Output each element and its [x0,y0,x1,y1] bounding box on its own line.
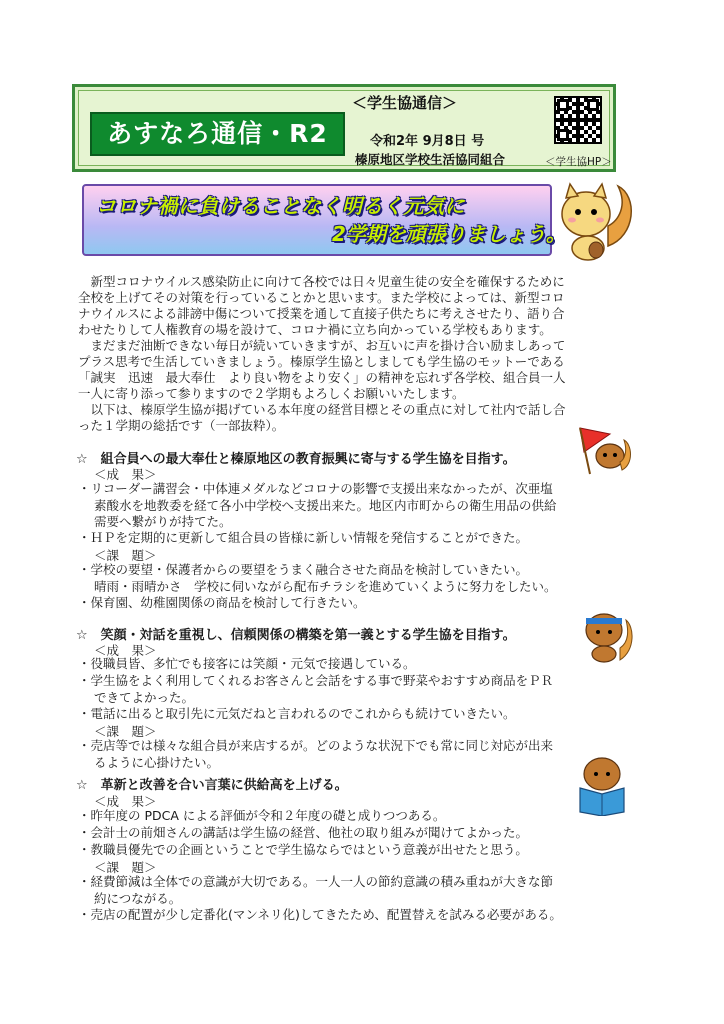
section-2-results-label: ＜成 果＞ [94,643,157,658]
section-2-result-2 [78,673,553,706]
qr-caption: ＜学生協HP＞ [545,156,612,168]
section-3-result-2 [78,825,528,842]
section-1-issue-1 [78,562,557,595]
section-1-heading: ☆ 組合員への最大奉仕と榛原地区の教育振興に寄与する学生協を目指す。 [76,452,516,467]
intro-paragraph [78,274,638,434]
banner-line-2: 2学期を頑張りましょう。 [332,222,566,246]
item-line: ・経費節減は全体での意識が大切である。一人一人の節約意識の積み重ねが大きな節 [78,874,554,889]
item-line: ・学生協をよく利用してくれるお客さんと会話をする事で野菜やおすすめ商品をＰＲ [78,673,554,688]
issue-date: 令和2年 9月8日 号 [370,134,485,149]
item-line: ・電話に出ると取引先に元気だねと言われるのでこれからも続けていきたい。 [78,706,516,721]
item-line: 素酸水を地教委を経て各小中学校へ支援出来た。地区内市町からの衛生用品の供給 [94,497,557,513]
item-line: ・売店の配置が少し定番化(マンネリ化)してきたため、配置替えを試みる必要がある。 [78,907,562,922]
item-line: ・役職員皆、多忙でも接客には笑顔・元気で接遇している。 [78,656,416,671]
section-3-heading: ☆ 革新と改善を合い言葉に供給高を上げる。 [76,778,348,793]
item-line: ・学校の要望・保護者からの要望をうまく融合させた商品を検討していきたい。 [78,562,529,577]
section-1-issues-label: ＜課 題＞ [94,548,157,563]
intro-line: った１学期の総括です（一部抜粋）。 [78,418,285,433]
flag-squirrel-icon [574,424,634,480]
section-3-results-label: ＜成 果＞ [94,794,157,809]
item-line: ・昨年度の PDCA による評価が令和２年度の礎と成りつつある。 [78,808,446,823]
newsletter-subtitle: ＜学生協通信＞ [352,94,458,112]
section-1-issue-2 [78,595,366,612]
section-1-results-label: ＜成 果＞ [94,467,157,482]
qr-code-icon[interactable] [554,96,602,144]
section-3-result-3 [78,842,528,859]
section-3-issue-1 [78,874,553,907]
intro-line: 一人に寄り添って参りますので２学期もよろしくお願いいたします。 [78,386,465,401]
intro-line: まだまだ油断できない毎日が続いていきますが、お互いに声を掛け合い励ましあって [78,338,566,353]
headband-squirrel-icon [578,600,636,664]
intro-line: 全校を上げてその対策を行っていることかと思います。また学校によっては、新型コロ [78,290,565,305]
item-line: ・会計士の前畑さんの講話は学生協の経営、他社の取り組みが聞けてよかった。 [78,825,529,840]
intro-line: わせたりして人権教育の場を設けて、コロナ禍に立ち向かっている学校もあります。 [78,322,552,337]
section-1-result-2 [78,530,528,547]
intro-line: プラス思考で生活していきましょう。榛原学生協としましても学生協のモットーである [78,354,565,369]
section-3-issue-2 [78,907,562,924]
intro-line: 「誠実 迅速 最大奉仕 より良い物をより安く」の精神を忘れず各学校、組合員一人 [78,370,566,385]
section-3-issues-label: ＜課 題＞ [94,860,157,875]
item-line: ・リコーダー講習会・中体連メダルなどコロナの影響で支援出来なかったが、次亜塩 [78,481,553,496]
section-2-result-1 [78,656,416,673]
section-2-heading: ☆ 笑顔・対話を重視し、信頼関係の構築を第一義とする学生協を目指す。 [76,628,516,643]
item-line: るように心掛けたい。 [94,754,220,770]
squirrel-mascot-icon [548,176,638,266]
item-line: ・売店等では様々な組合員が来店するが。どのような状況下でも常に同じ対応が出来 [78,738,554,753]
section-3-result-1 [78,808,445,825]
intro-line: ナウイルスによる誹謗中傷について授業を通して直接子供たちに考えさせたり、語り合 [78,306,565,321]
section-2-issue-1 [78,738,553,771]
item-line: 晴雨・雨晴かさ 学校に伺いながら配布チラシを進めていくように努力をしたい。 [94,578,557,594]
organization-name: 榛原地区学校生活協同組合 [355,152,506,167]
item-line: ・保育園、幼稚園関係の商品を検討して行きたい。 [78,595,366,610]
reading-squirrel-icon [572,752,636,816]
item-line: 約につながる。 [94,890,182,906]
section-2-result-3 [78,706,516,723]
intro-line: 新型コロナウイルス感染防止に向けて各校では日々児童生徒の安全を確保するために [78,274,565,289]
section-1-result-1 [78,481,557,531]
item-line: ・ＨＰを定期的に更新して組合員の皆様に新しい情報を発信することができた。 [78,530,529,545]
intro-line: 以下は、榛原学生協が掲げている本年度の経営目標とその重点に対して社内で話し合 [78,402,566,417]
section-2-issues-label: ＜課 題＞ [94,724,157,739]
item-line: ・教職員優先での企画ということで学生協ならではという意義が出せたと思う。 [78,842,528,857]
item-line: できてよかった。 [94,689,195,705]
item-line: 需要へ繋がりが持てた。 [94,514,232,529]
newsletter-title: あすなろ通信・R2 [90,112,345,156]
banner-line-1: コロナ禍に負けることなく明るく元気に [96,194,465,218]
